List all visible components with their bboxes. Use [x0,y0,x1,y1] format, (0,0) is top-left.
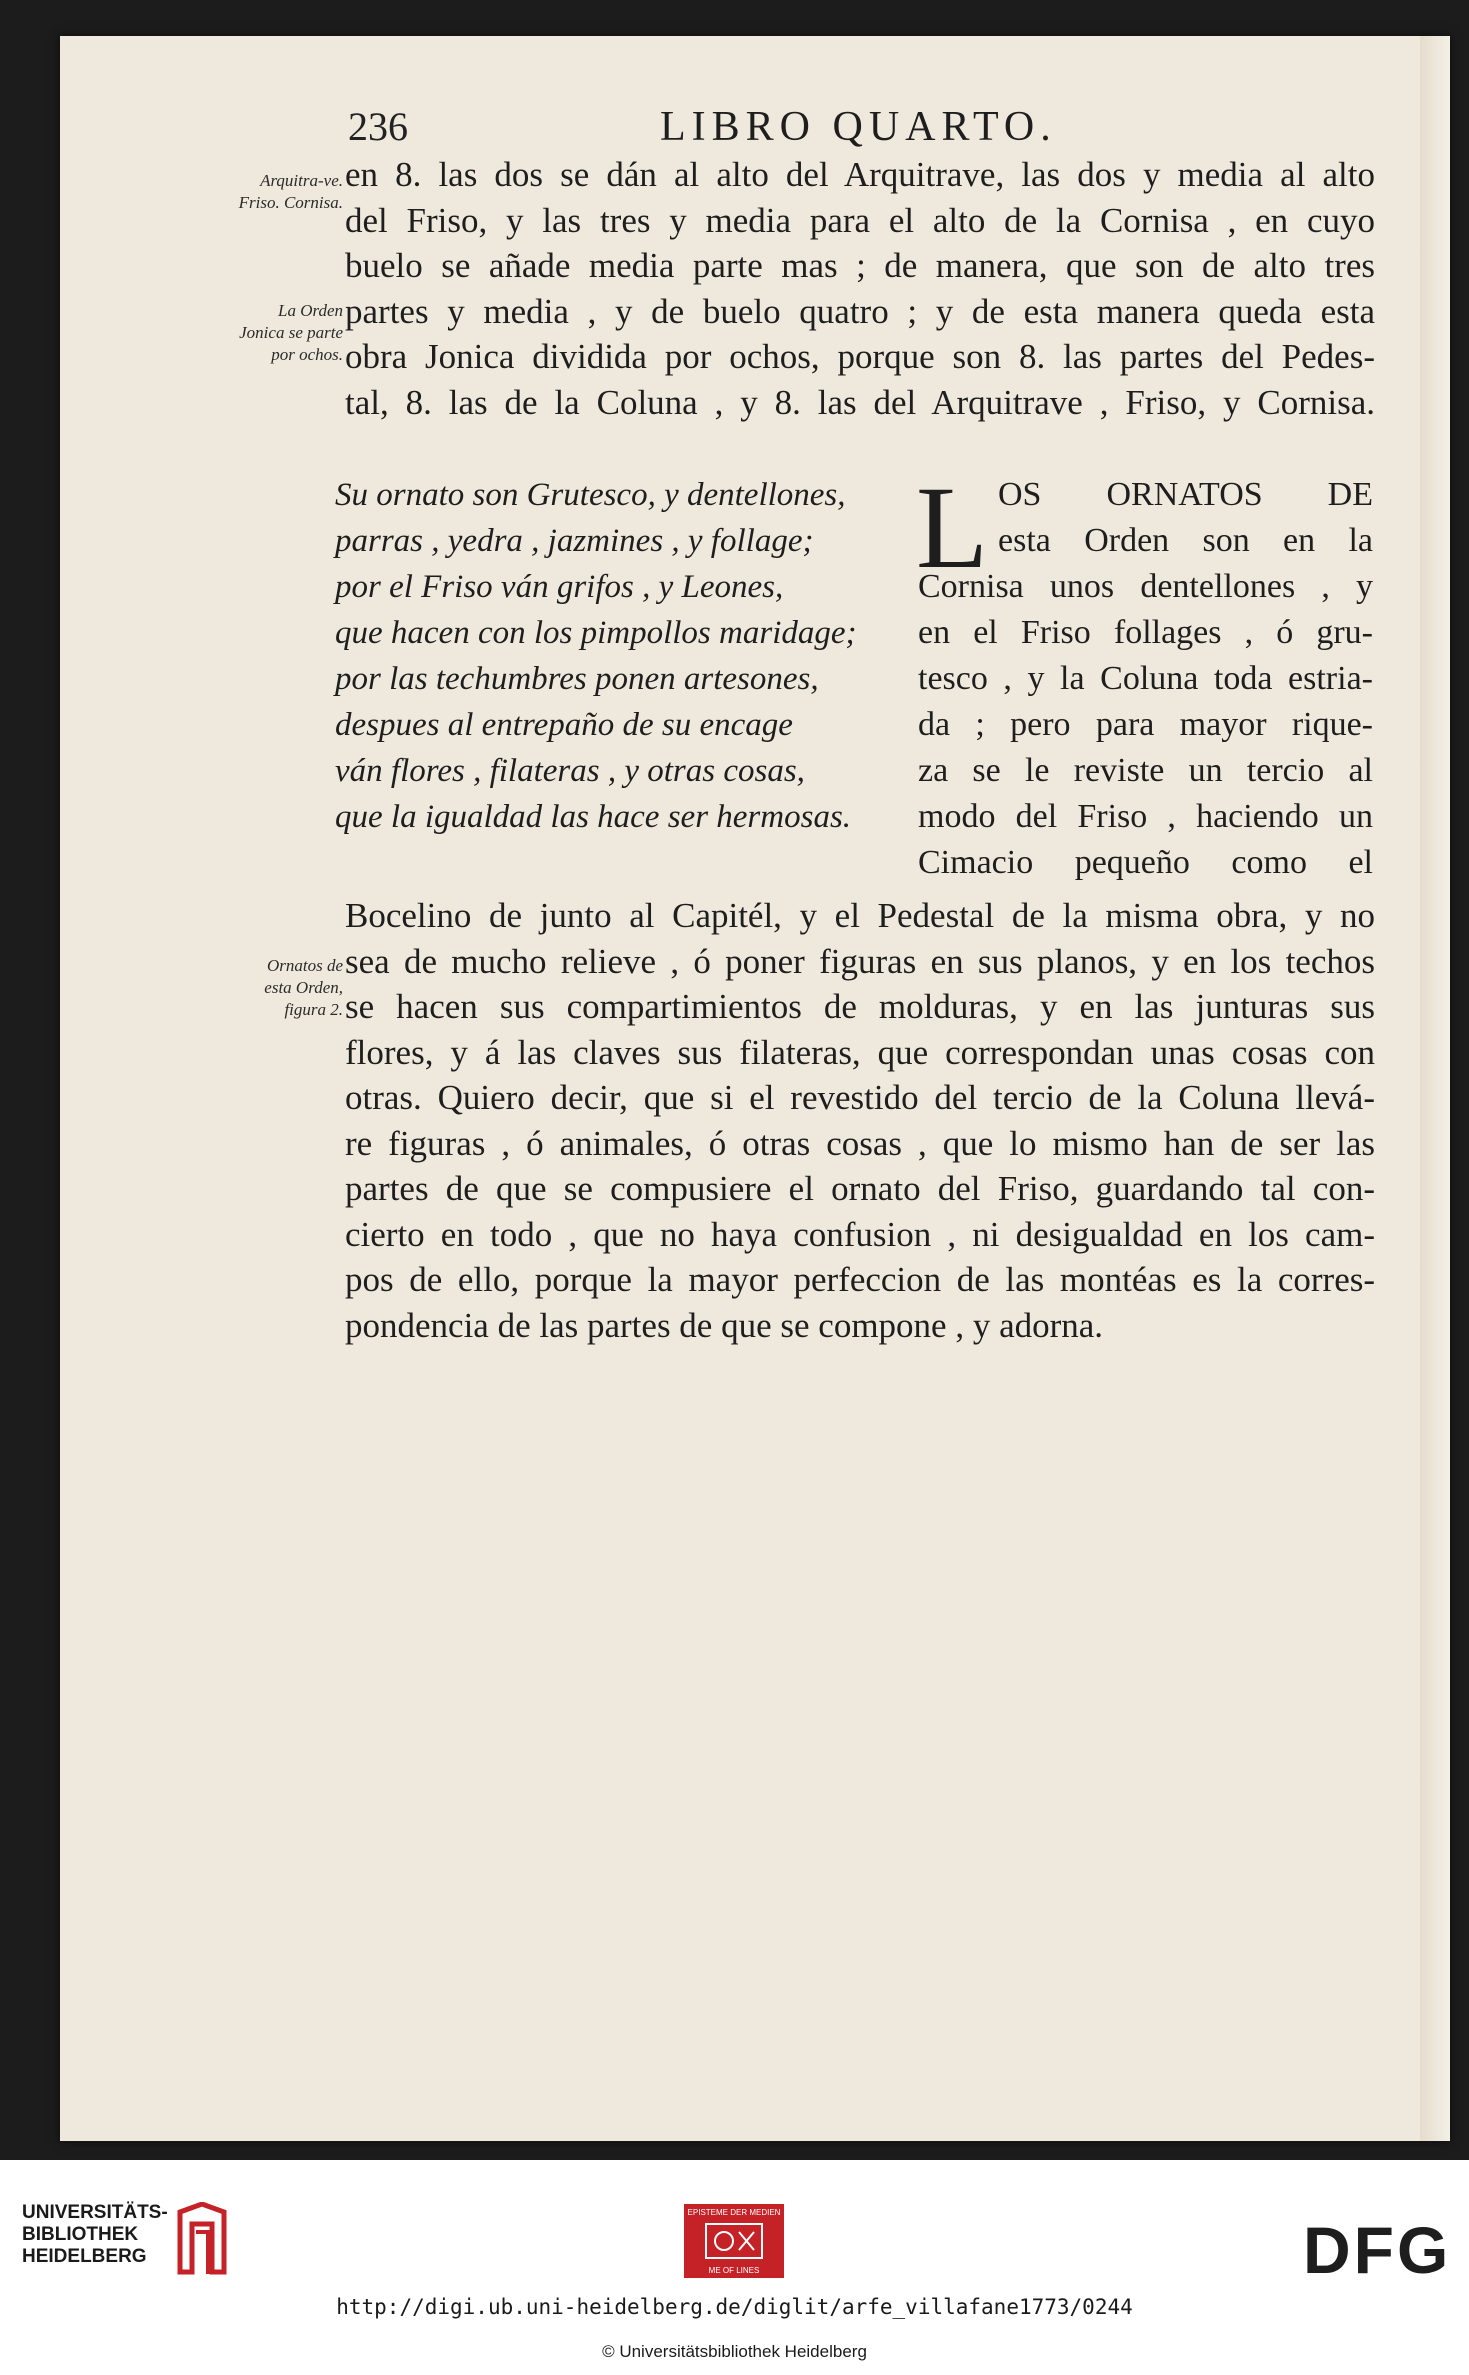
text-line: da ; pero para mayor rique- [918,706,1373,743]
permalink[interactable]: http://digi.ub.uni-heidelberg.de/diglit/arfe_villafane1773/0244 [336,2295,1133,2319]
episteme-label: EPISTEME DER MEDIEN [687,2208,781,2217]
verse-block [335,472,915,840]
paragraph-proportions [345,152,1375,425]
library-mark-icon [172,2202,232,2277]
text-line: re figuras , ó animales, ó otras cosas , que lo mismo han de ser las [345,1123,1375,1163]
page-header [340,95,1380,155]
verse-line: por las techumbres ponen artesones, [335,661,819,697]
text-line: pos de ello, porque la mayor perfeccion de las montéas es la corres- [345,1260,1375,1299]
text-line: Cornisa unos dentellones , y [918,568,1373,605]
text-line: tal, 8. las de la Coluna , y 8. las del Arquitrave , Friso, y Cornisa. [345,382,1375,422]
verse-line: que la igualdad las hace ser hermosas. [335,799,852,835]
library-name-line: UNIVERSITÄTS- [22,2202,168,2223]
text-line: esta Orden son en la [998,522,1373,559]
text-line: partes y media , y de buelo quatro ; y de esta manera queda esta [345,291,1375,331]
verse-line: que hacen con los pimpollos maridage; [335,615,857,651]
margin-note-orden-jonica: La Orden Jonica se parte por ochos. [239,301,343,364]
text-line: otras. Quiero decir, que si el revestido del tercio de la Coluna llevá- [345,1078,1375,1117]
library-name-line: BIBLIOTHEK [22,2224,139,2245]
page-number: 236 [348,104,408,149]
text-line: modo del Friso , haciendo un [918,798,1373,835]
text-line: OS ORNATOS DE [998,476,1373,513]
university-library-logo[interactable] [22,2202,168,2268]
text-line: Bocelino de junto al Capitél, y el Pedestal de la misma obra, y no [345,896,1375,935]
text-line: partes de que se compusiere el ornato del Friso, guardando tal con- [345,1169,1375,1208]
library-name-line: HEIDELBERG [22,2246,147,2267]
page-edge [1420,36,1450,2141]
verse-line: por el Friso ván grifos , y Leones, [335,569,784,605]
text-line: sea de mucho relieve , ó poner figuras en sus planos, y en los techos [345,941,1375,981]
text-line: flores, y á las claves sus filateras, que correspondan unas cosas con [345,1032,1375,1072]
paragraph-ornaments-continued [345,893,1375,1348]
footer-bar [0,2160,1469,2375]
text-line: buelo se añade media parte mas ; de manera, que son de alto tres [345,246,1375,285]
text-line: en 8. las dos se dán al alto del Arquitrave, las dos y media al alto [345,155,1375,194]
running-title: LIBRO QUARTO. [660,104,1057,150]
text-line: del Friso, y las tres y media para el alto de la Cornisa , en cuyo [345,200,1375,240]
episteme-logo[interactable] [684,2204,784,2278]
episteme-sublabel: ME OF LINES [708,2266,760,2275]
drop-cap: L [916,462,989,593]
text-line: cierto en todo , que no haya confusion , ni desigualdad en los cam- [345,1214,1375,1254]
text-line: se hacen sus compartimientos de molduras, y en las junturas sus [345,987,1375,1026]
text-line: za se le reviste un tercio al [918,752,1373,789]
dfg-logo[interactable]: DFG [1303,2213,1452,2287]
verse-line: despues al entrepaño de su encage [335,707,793,743]
margin-note-ornatos: Ornatos de esta Orden, figura 2. [264,956,343,1019]
text-line: en el Friso follages , ó gru- [918,614,1373,651]
text-line: pondencia de las partes de que se compone , y adorna. [345,1305,1104,1345]
text-line: Cimacio pequeño como el [918,844,1373,881]
margin-note-arquitrave: Arquitra-ve. Friso. Cornisa. [238,171,343,212]
ornament-paragraph [916,462,1373,886]
text-line: tesco , y la Coluna toda estria- [918,660,1373,697]
copyright-notice: © Universitätsbibliothek Heidelberg [602,2342,867,2361]
text-line: obra Jonica dividida por ochos, porque son 8. las partes del Pedes- [345,337,1375,376]
verse-line: parras , yedra , jazmines , y follage; [335,523,814,559]
verse-line: ván flores , filateras , y otras cosas, [335,753,805,789]
verse-line: Su ornato son Grutesco, y dentellones, [335,477,846,513]
